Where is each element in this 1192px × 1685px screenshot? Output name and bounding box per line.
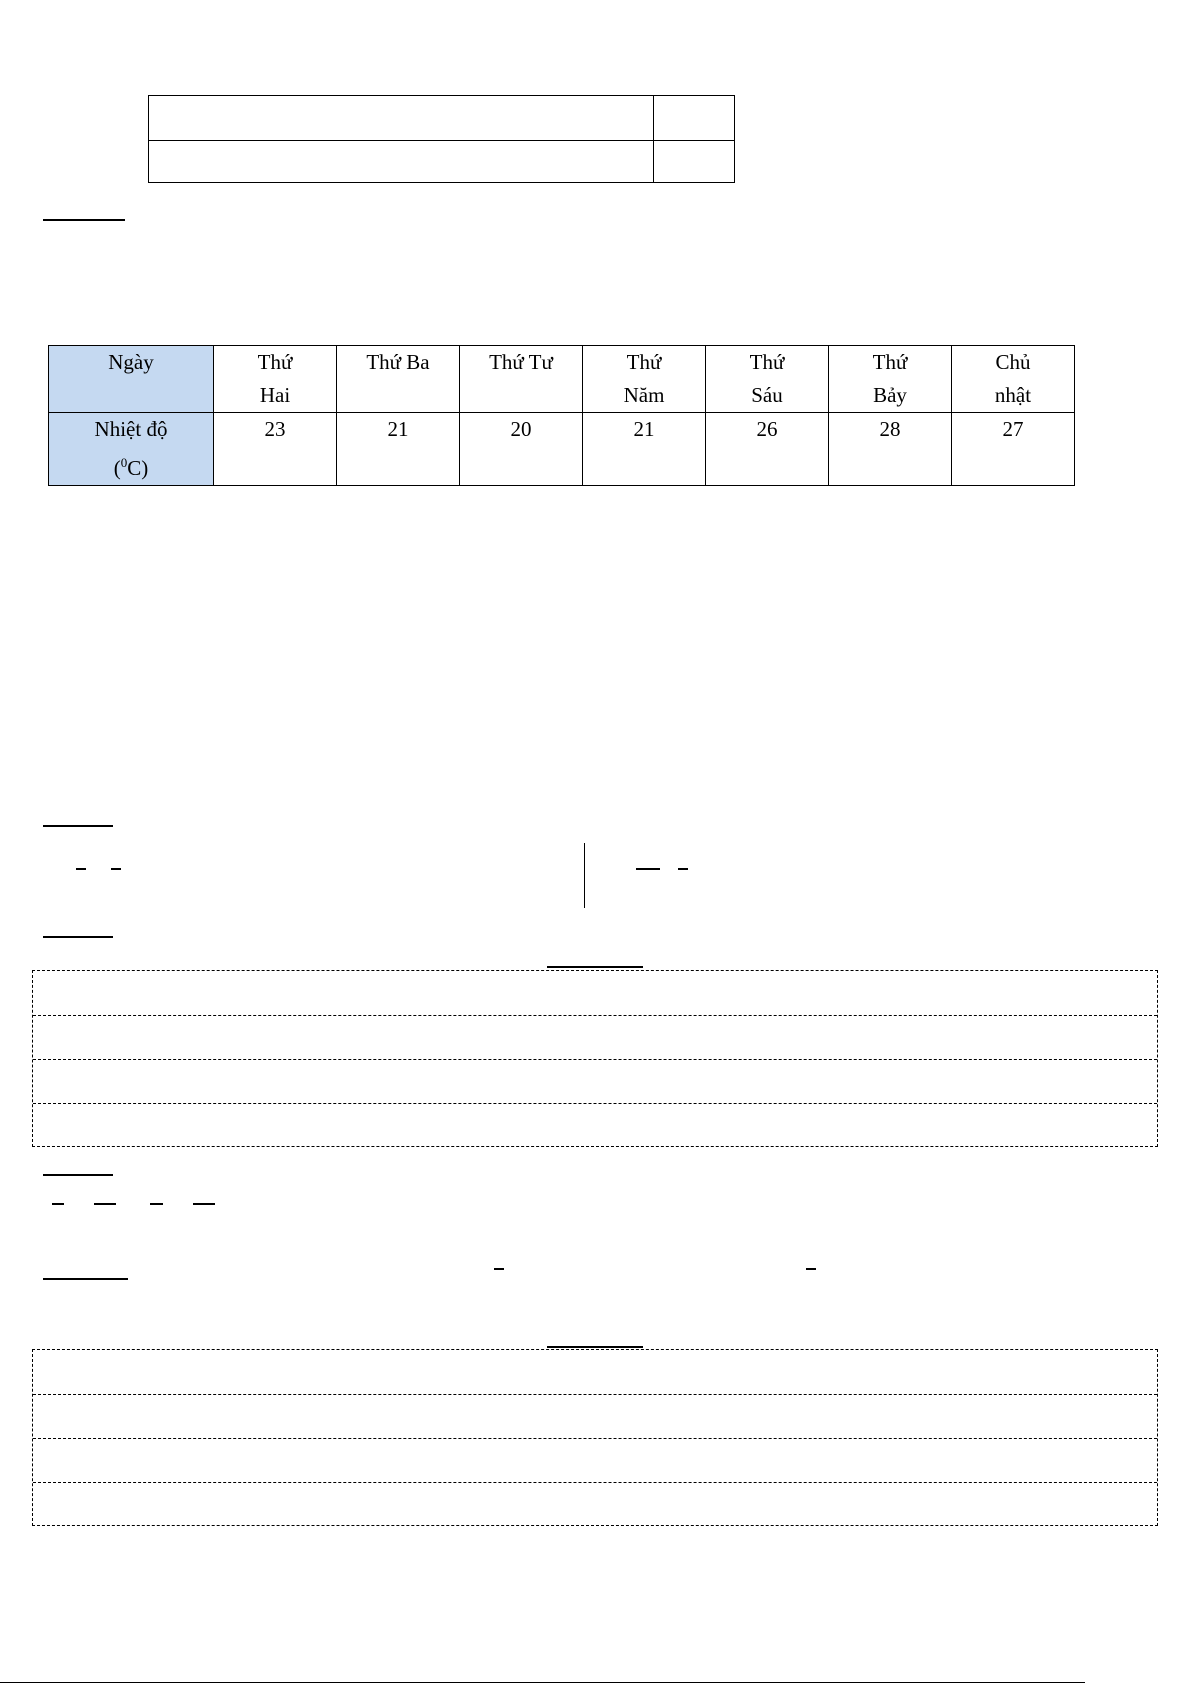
question-label-underline [43, 1278, 128, 1280]
answer-lines-box [32, 1349, 1158, 1526]
fraction-bar [111, 868, 121, 870]
temperature-header-cell: Nhiệt độ ($^0$C) [49, 413, 214, 486]
day-cell: Thứ Hai [214, 346, 337, 413]
day-row [49, 346, 1075, 413]
day-cell: Thứ Bảy [829, 346, 952, 413]
temperature-row [49, 413, 1075, 486]
top-box-divider-vertical [653, 96, 654, 182]
temperature-value: 27 [952, 413, 1075, 486]
temperature-value: 26 [706, 413, 829, 486]
temperature-value: 21 [337, 413, 460, 486]
day-cell: Thứ Ba [337, 346, 460, 413]
heading-underline [547, 966, 643, 968]
temperature-value: 20 [460, 413, 583, 486]
answer-line [33, 1438, 1157, 1439]
answer-line [33, 1015, 1157, 1016]
day-header-label: Ngày [108, 350, 154, 374]
fraction-bar [678, 868, 688, 870]
day-cell: Chủ nhật [952, 346, 1075, 413]
fraction-bar [94, 1203, 116, 1205]
question-label-underline [43, 825, 113, 827]
day-cell: Thứ Tư [460, 346, 583, 413]
answer-line [33, 1482, 1157, 1483]
fraction-bar [494, 1268, 504, 1270]
temperature-table [48, 345, 1075, 486]
temperature-value: 21 [583, 413, 706, 486]
day-cell: Thứ Năm [583, 346, 706, 413]
fraction-bar [52, 1203, 64, 1205]
question-label-underline [43, 1174, 113, 1176]
question-label-underline [43, 219, 125, 221]
top-box-divider-horizontal [149, 140, 734, 141]
footer-rule [0, 1682, 1085, 1683]
day-cell: Thứ Sáu [706, 346, 829, 413]
fraction-bar [193, 1203, 215, 1205]
temperature-value: 23 [214, 413, 337, 486]
column-divider [584, 843, 585, 908]
fraction-bar [636, 868, 660, 870]
fraction-bar [150, 1203, 163, 1205]
answer-line [33, 1059, 1157, 1060]
fraction-bar [76, 868, 86, 870]
answer-line [33, 1394, 1157, 1395]
temperature-value: 28 [829, 413, 952, 486]
answer-lines-box [32, 970, 1158, 1147]
temperature-unit: ($^0$C) [113, 455, 149, 480]
question-label-underline [43, 936, 113, 938]
answer-line [33, 1103, 1157, 1104]
top-answer-box [148, 95, 735, 183]
heading-underline [547, 1346, 643, 1348]
day-header-cell [49, 346, 214, 413]
fraction-bar [806, 1268, 816, 1270]
